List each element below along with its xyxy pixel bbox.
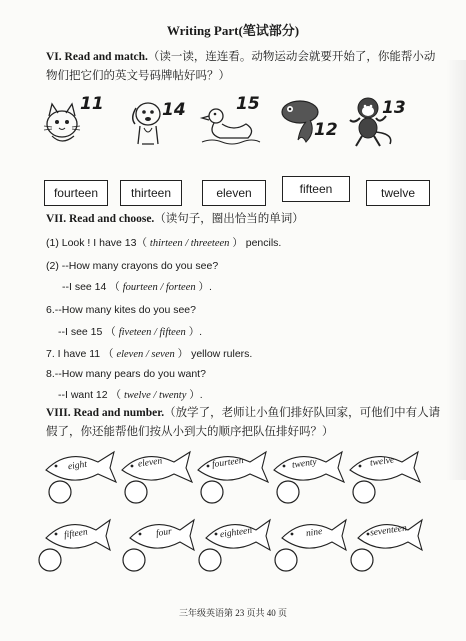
section-7-instruction: （读句子，圈出恰当的单词）: [154, 213, 304, 225]
section-6-label: VI. Read and match.: [46, 51, 148, 63]
fish-outline-icon: [190, 516, 272, 578]
monkey-animal: [346, 94, 416, 150]
fish-row-1: [30, 448, 430, 518]
fish-row-2: [30, 516, 430, 586]
section-8-instruction: （放学了，老师让小鱼们排好队回家，可他们中有人请假了，你还能帮他们按从小到大的顺序把队伍排好吗？）: [46, 407, 441, 438]
fish-card: [114, 448, 196, 510]
fish-card: [190, 448, 272, 510]
choice-option[interactable]: fourteen / forteen: [122, 282, 196, 293]
fish-label: nine: [305, 526, 323, 540]
question-line: 6.--How many kites do you see?: [46, 304, 196, 316]
fish-card: [342, 448, 424, 510]
question-line: 8.--How many pears do you want?: [46, 368, 206, 380]
fish-card: [266, 448, 348, 510]
fish-card: [266, 516, 348, 578]
fish-label: eight: [67, 459, 88, 473]
section-8-label: VIII. Read and number.: [46, 407, 165, 419]
fish-card: [190, 516, 272, 578]
fish-label: fifteen: [63, 527, 89, 541]
fish-label: twenty: [291, 457, 318, 471]
question-line: --I see 14 （ fourteen / forteen ）.: [62, 281, 212, 293]
fish-label: twelve: [369, 455, 395, 469]
fish-outline-icon: [266, 516, 348, 578]
fish-number: 12: [314, 120, 338, 140]
fish-animal: [276, 94, 346, 150]
question-line: --I want 12 （ twelve / twenty ）.: [58, 389, 203, 401]
duck-animal: [198, 94, 268, 150]
fish-label: seventeen: [369, 523, 408, 539]
section-8-heading: [46, 404, 441, 442]
fish-outline-icon: [38, 448, 120, 510]
section-7-label: VII. Read and choose.: [46, 213, 155, 225]
fish-card: [30, 516, 112, 578]
fish-label: eighteen: [219, 525, 253, 541]
animal-row: [40, 94, 430, 154]
word-box-fifteen[interactable]: fifteen: [282, 176, 350, 202]
choice-option[interactable]: eleven / seven: [116, 349, 175, 360]
section-6-instruction: （读一读，连连看。动物运动会就要开始了，你能帮小动物们把它们的英文号码牌帖好吗？）: [46, 51, 436, 82]
question-line: (1) Look ! I have 13（ thirteen / threeteen ） pencils.: [46, 237, 282, 249]
page-footer: 三年级英语第 23 页共 40 页: [178, 608, 287, 618]
scan-shadow: [446, 60, 466, 480]
word-box-twelve[interactable]: twelve: [366, 180, 430, 206]
fish-label: fourteen: [211, 455, 245, 471]
dog-animal: [122, 94, 192, 150]
fish-label: four: [155, 526, 173, 540]
fish-card: [342, 516, 424, 578]
word-box-eleven[interactable]: eleven: [202, 180, 266, 206]
question-line: (2) --How many crayons do you see?: [46, 260, 219, 272]
fish-outline-icon: [114, 516, 196, 578]
duck-number: 15: [236, 94, 260, 114]
fish-outline-icon: [30, 516, 112, 578]
cat-number: 11: [80, 94, 104, 114]
section-6-heading: [46, 48, 441, 86]
choice-option[interactable]: fiveteen / fifteen: [118, 327, 186, 338]
dog-number: 14: [162, 100, 186, 120]
question-line: --I see 15 （ fiveteen / fifteen ）.: [58, 326, 203, 338]
fish-outline-icon: [342, 516, 424, 578]
question-line: 7. I have 11 （ eleven / seven ） yellow rulers.: [46, 348, 253, 360]
choice-option[interactable]: thirteen / threeteen: [149, 238, 230, 249]
fish-card: [114, 516, 196, 578]
fish-outline-icon: [266, 448, 348, 510]
choice-option[interactable]: twelve / twenty: [123, 390, 187, 401]
fish-label: eleven: [137, 456, 163, 470]
page-title: Writing Part(笔试部分): [166, 23, 300, 38]
word-box-row: [44, 180, 434, 208]
answer-circle: [49, 481, 71, 503]
word-box-thirteen[interactable]: thirteen: [120, 180, 182, 206]
cat-animal: [40, 94, 110, 150]
section-7-heading: [46, 210, 304, 229]
word-box-fourteen[interactable]: fourteen: [44, 180, 108, 206]
fish-card: [38, 448, 120, 510]
monkey-number: 13: [382, 98, 406, 118]
